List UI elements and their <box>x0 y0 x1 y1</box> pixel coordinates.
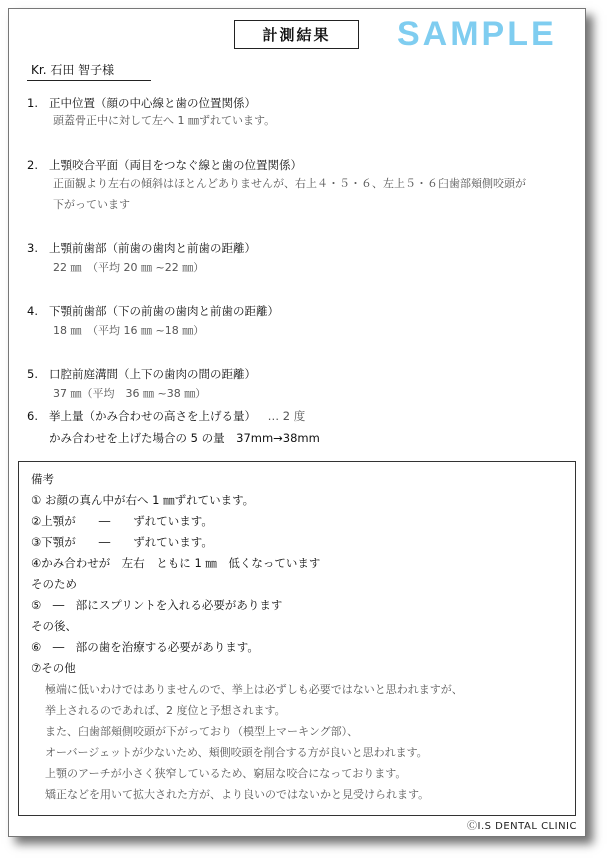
item-number: 6. <box>27 409 38 423</box>
report-title: 計測結果 <box>234 20 359 49</box>
item-4-detail: 18 ㎜ （平均 16 ㎜ ~18 ㎜） <box>53 324 205 337</box>
note-line-2: ②上顎が ― ずれています。 <box>31 514 213 528</box>
item-number: 1. <box>27 96 38 110</box>
report-sheet <box>8 8 586 837</box>
measurement-item-2 <box>27 157 302 173</box>
note-line-4: ④かみ合わせが 左右 ともに 1 ㎜ 低くなっています <box>31 556 321 570</box>
item-heading: 挙上量（かみ合わせの高さを上げる量） <box>49 409 256 423</box>
item-heading: 上顎咬合平面（両目をつなぐ線と歯の位置関係） <box>49 158 302 172</box>
note-line-5: そのため <box>31 577 77 591</box>
item-6-detail: かみ合わせを上げた場合の 5 の量 37mm→38mm <box>49 431 320 445</box>
item-number: 5. <box>27 367 38 381</box>
item-heading: 正中位置（顔の中心線と歯の位置関係） <box>49 96 256 110</box>
item-number: 3. <box>27 241 38 255</box>
other-line-5: 上顎のアーチが小さく狭窄しているため、窮屈な咬合になっております。 <box>45 767 407 780</box>
other-line-4: オーバージェットが少ないため、頬側咬頭を削合する方が良いと思われます。 <box>45 746 428 759</box>
note-line-7: その後、 <box>31 619 77 633</box>
measurement-item-5 <box>27 366 256 382</box>
measurement-item-4 <box>27 303 279 319</box>
note-line-1: ① お顔の真ん中が右へ 1 ㎜ずれています。 <box>31 493 255 507</box>
note-line-8: ⑥ ― 部の歯を治療する必要があります。 <box>31 640 259 654</box>
item-2-detail-line-1: 正面観より左右の傾斜はほとんどありませんが、右上４・５・６、左上５・６臼歯部頬側咬頭が <box>53 177 526 190</box>
notes-box <box>18 461 576 816</box>
notes-title: 備考 <box>31 472 54 486</box>
clinic-copyright: ⒸI.S DENTAL CLINIC <box>467 821 577 832</box>
other-line-1: 極端に低いわけではありませんので、挙上は必ずしも必要ではないと思われますが、 <box>45 683 463 696</box>
item-heading: 上顎前歯部（前歯の歯肉と前歯の距離） <box>49 241 256 255</box>
patient-name: Kr. 石田 智子様 <box>27 61 151 81</box>
note-line-3: ③下顎が ― ずれています。 <box>31 535 213 549</box>
other-line-6: 矯正などを用いて拡大された方が、より良いのではないかと見受けられます。 <box>45 788 430 801</box>
item-heading: 下顎前歯部（下の前歯の歯肉と前歯の距離） <box>49 304 279 318</box>
item-1-detail: 頭蓋骨正中に対して左へ 1 ㎜ずれています。 <box>53 114 276 127</box>
note-line-9: ⑦その他 <box>31 661 76 675</box>
measurement-item-1 <box>27 95 256 111</box>
note-line-6: ⑤ ― 部にスプリントを入れる必要があります <box>31 598 283 612</box>
item-heading: 口腔前庭溝間（上下の歯肉の間の距離） <box>49 367 256 381</box>
item-5-detail: 37 ㎜（平均 36 ㎜ ~38 ㎜） <box>53 387 207 400</box>
other-line-3: また、臼歯部頬側咬頭が下がっており（模型上マーキング部）、 <box>45 725 359 738</box>
item-6-suffix: … 2 度 <box>267 409 306 423</box>
item-number: 4. <box>27 304 38 318</box>
item-2-detail-line-2: 下がっています <box>53 198 130 211</box>
measurement-item-3 <box>27 240 256 256</box>
item-number: 2. <box>27 158 38 172</box>
sample-watermark: SAMPLE <box>397 15 557 53</box>
other-line-2: 挙上されるのであれば、2 度位と予想されます。 <box>45 704 286 717</box>
item-3-detail: 22 ㎜ （平均 20 ㎜ ~22 ㎜） <box>53 261 205 274</box>
measurement-item-6 <box>27 408 305 424</box>
